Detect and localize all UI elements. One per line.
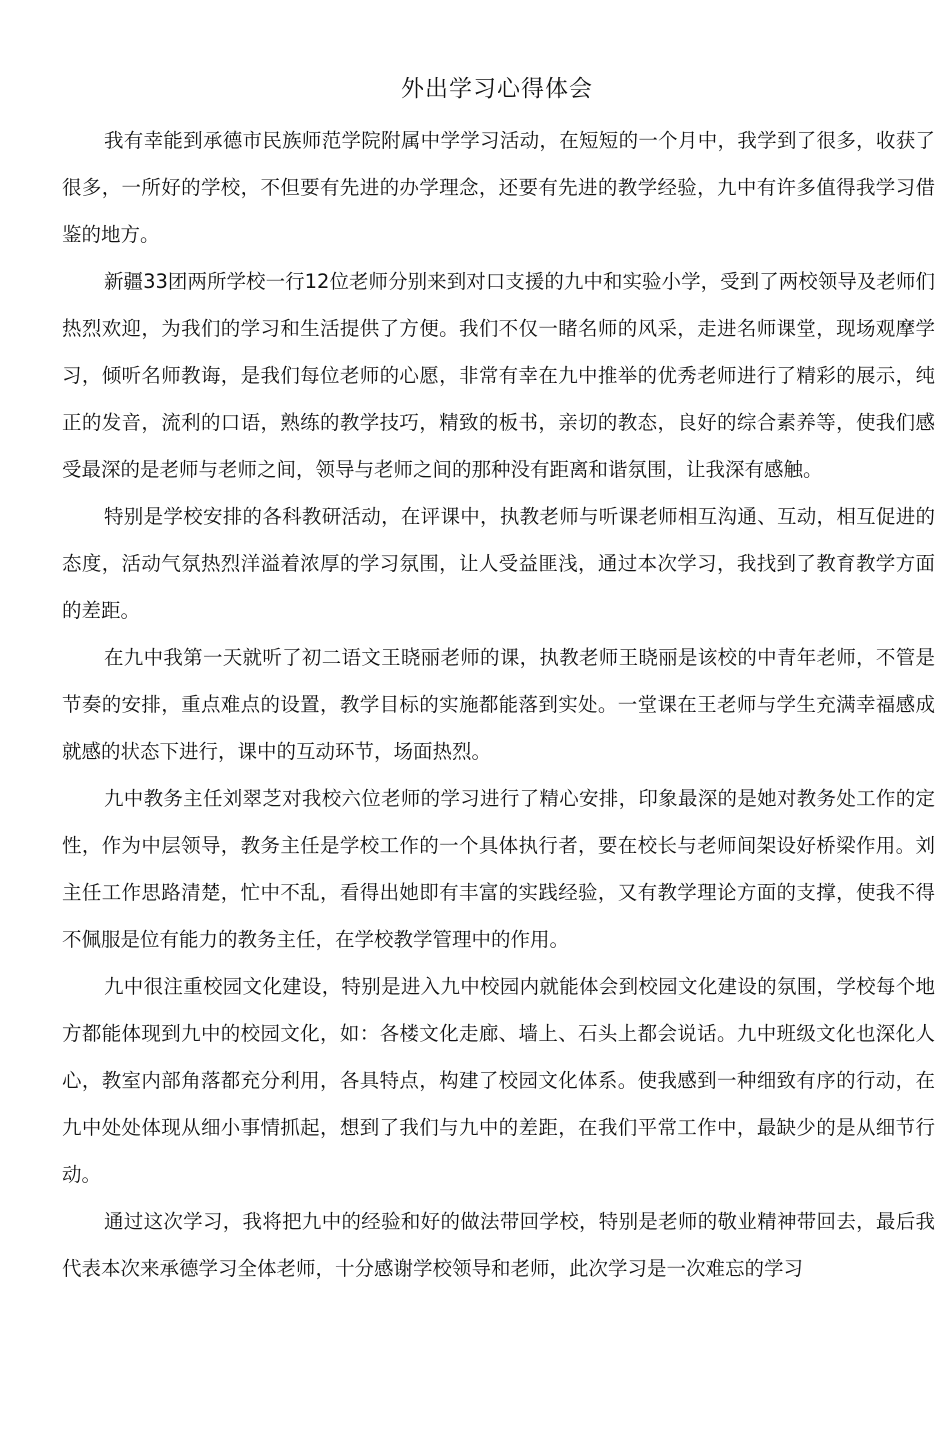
document-title: 外出学习心得体会 [401, 76, 593, 102]
paragraph-6: 九中很注重校园文化建设，特别是进入九中校园内就能体会到校园文化建设的氛围，学校每个地方都能体现到九中的校园文化，如：各楼文化走廊、墙上、石头上都会说话。九中班级文化也深化人心，教室内部角落都充分利用，各具特点，构建了校园文化体系。使我感到一种细致有序的行动，在九中处处体现从细小事情抓起，想到了我们与九中的差距，在我们平常工作中，最缺少的是从细节行动。 [62, 975, 935, 1186]
paragraph-3: 特别是学校安排的各科教研活动，在评课中，执教老师与听课老师相互沟通、互动，相互促进的态度，活动气氛热烈洋溢着浓厚的学习氛围，让人受益匪浅，通过本次学习，我找到了教育教学方面的差距。 [62, 505, 935, 622]
paragraph-2: 新疆33团两所学校一行12位老师分别来到对口支援的九中和实验小学，受到了两校领导及老师们热烈欢迎，为我们的学习和生活提供了方便。我们不仅一睹名师的风采，走进名师课堂，现场观摩学习，倾听名师教诲，是我们每位老师的心愿，非常有幸在九中推举的优秀老师进行了精彩的展示，纯正的发音，流利的口语，熟练的教学技巧，精致的板书，亲切的教态，良好的综合素养等，使我们感受最深的是老师与老师之间，领导与老师之间的那种没有距离和谐氛围，让我深有感触。 [62, 270, 935, 481]
document-body [62, 117, 935, 1292]
paragraph-7: 通过这次学习，我将把九中的经验和好的做法带回学校，特别是老师的敬业精神带回去，最后我代表本次来承德学习全体老师，十分感谢学校领导和老师，此次学习是一次难忘的学习 [62, 1210, 935, 1280]
paragraph-4: 在九中我第一天就听了初二语文王晓丽老师的课，执教老师王晓丽是该校的中青年老师，不管是节奏的安排，重点难点的设置，教学目标的实施都能落到实处。一堂课在王老师与学生充满幸福感成就感的状态下进行，课中的互动环节，场面热烈。 [62, 646, 935, 763]
paragraph-1: 我有幸能到承德市民族师范学院附属中学学习活动，在短短的一个月中，我学到了很多，收获了很多，一所好的学校，不但要有先进的办学理念，还要有先进的教学经验，九中有许多值得我学习借鉴的地方。 [62, 129, 935, 246]
paragraph-5: 九中教务主任刘翠芝对我校六位老师的学习进行了精心安排，印象最深的是她对教务处工作的定性，作为中层领导，教务主任是学校工作的一个具体执行者，要在校长与老师间架设好桥梁作用。刘主任工作思路清楚，忙中不乱，看得出她即有丰富的实践经验，又有教学理论方面的支撑，使我不得不佩服是位有能力的教务主任，在学校教学管理中的作用。 [62, 787, 935, 951]
